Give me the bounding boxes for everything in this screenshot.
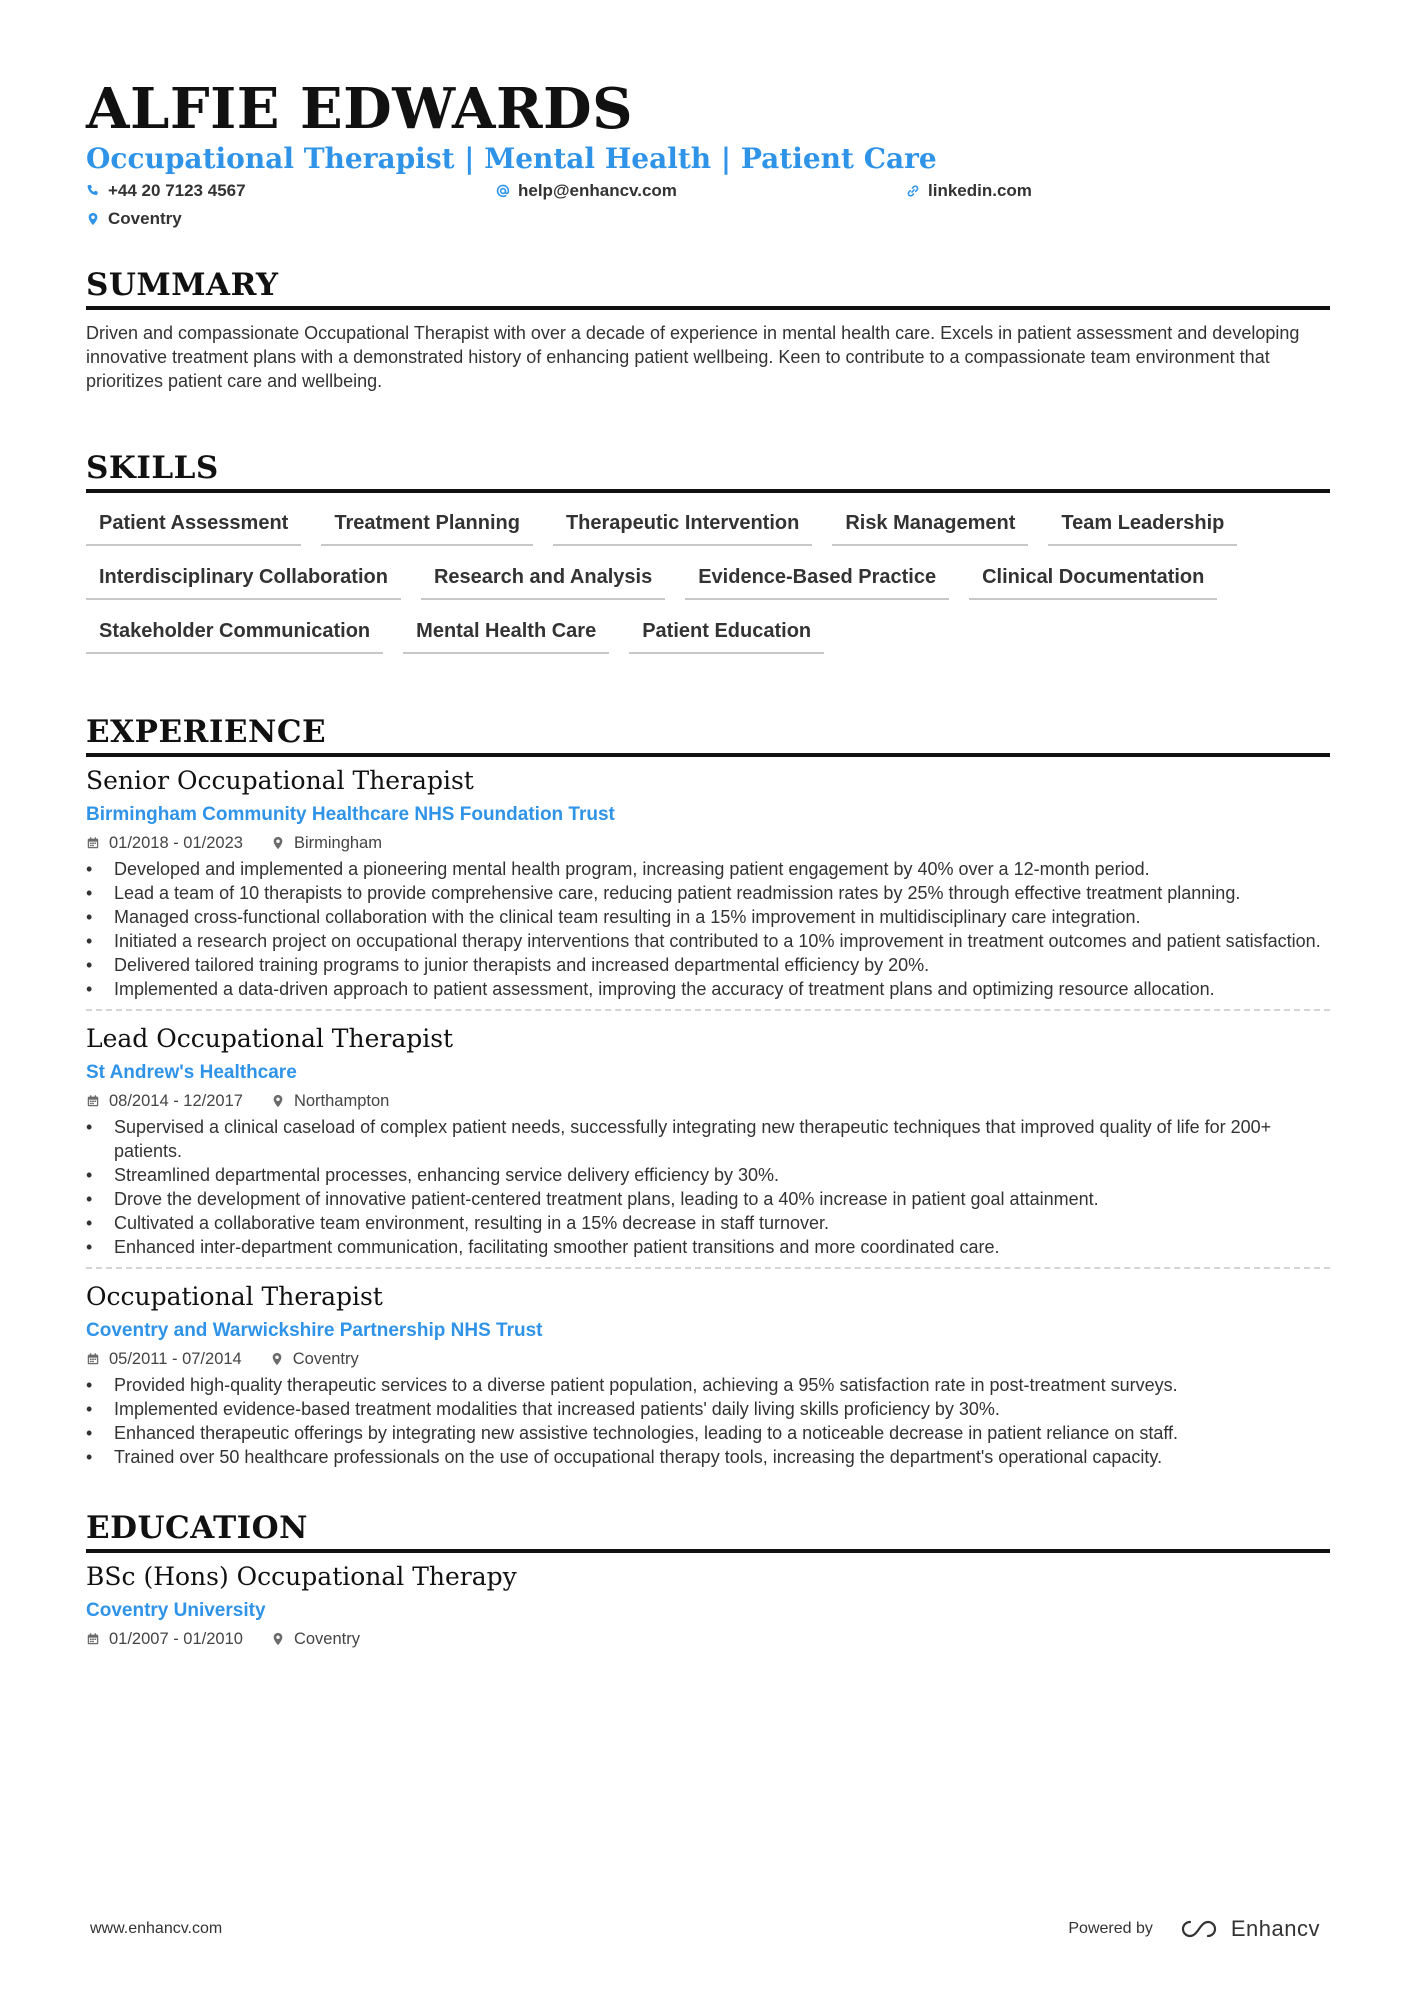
contact-location (86, 208, 496, 230)
bullet-item: • Initiated a research project on occupational therapy interventions that contributed to a 10% improvement in treatment outcomes and patient satisfaction. (86, 929, 1330, 953)
skill-tag: Treatment Planning (321, 507, 533, 546)
page-footer (90, 1916, 1320, 1942)
bullet-item: • Streamlined departmental processes, enhancing service delivery efficiency by 30%. (86, 1163, 1330, 1187)
job-entry (86, 757, 1330, 1011)
location-pin-icon (271, 1632, 285, 1646)
skill-tag: Stakeholder Communication (86, 615, 383, 654)
powered-by (1068, 1916, 1320, 1942)
job-dates: 05/2011 - 07/2014 (109, 1350, 242, 1368)
footer-url[interactable]: www.enhancv.com (90, 1920, 223, 1937)
calendar-icon (86, 836, 100, 850)
brand-logo[interactable] (1179, 1916, 1320, 1942)
location-pin-icon (270, 1352, 284, 1366)
education-meta (86, 1629, 1330, 1649)
powered-by-label: Powered by (1068, 1920, 1153, 1937)
job-location (271, 1091, 389, 1111)
summary-title: SUMMARY (86, 267, 279, 303)
job-meta (86, 1091, 1330, 1111)
job-meta (86, 833, 1330, 853)
bullet-item: • Managed cross-functional collaboration with the clinical team resulting in a 15% improvement in multidisciplinary care integration. (86, 905, 1330, 929)
job-dates: 01/2018 - 01/2023 (109, 834, 243, 852)
link-icon (906, 184, 920, 198)
location-pin-icon (271, 836, 285, 850)
skill-tag: Interdisciplinary Collaboration (86, 561, 401, 600)
skill-tag: Evidence-Based Practice (685, 561, 949, 600)
school-name: Coventry University (86, 1600, 266, 1621)
experience-title: EXPERIENCE (86, 714, 327, 750)
bullet-item: • Lead a team of 10 therapists to provide comprehensive care, reducing patient readmission rates by 25% through effective treatment planning. (86, 881, 1330, 905)
bullet-item: • Provided high-quality therapeutic services to a diverse patient population, achieving a 95% satisfaction rate in post-treatment surveys. (86, 1373, 1330, 1397)
job-bullets (86, 857, 1330, 1001)
job-title: Occupational Therapist (86, 1282, 383, 1311)
calendar-icon (86, 1632, 100, 1646)
contact-phone[interactable] (86, 180, 496, 202)
bullet-item: • Delivered tailored training programs to junior therapists and increased departmental efficiency by 20%. (86, 953, 1330, 977)
skill-tag: Research and Analysis (421, 561, 665, 600)
job-location (270, 1349, 359, 1369)
candidate-headline: Occupational Therapist | Mental Health | Patient Care (86, 142, 937, 175)
resume-content (86, 78, 1330, 1649)
job-location (271, 833, 382, 853)
bullet-item: • Trained over 50 healthcare professionals on the use of occupational therapy tools, increasing the department's operational capacity. (86, 1445, 1330, 1469)
bullet-item: • Enhanced inter-department communication, facilitating smoother patient transitions and more coordinated care. (86, 1235, 1330, 1259)
degree-title: BSc (Hons) Occupational Therapy (86, 1562, 517, 1591)
education-title: EDUCATION (86, 1510, 308, 1546)
experience-section (86, 713, 1330, 1469)
skill-tag: Risk Management (832, 507, 1028, 546)
section-divider (86, 489, 1330, 493)
section-divider (86, 306, 1330, 310)
education-entry (86, 1553, 1330, 1649)
skill-tag: Patient Assessment (86, 507, 301, 546)
job-dates: 08/2014 - 12/2017 (109, 1092, 243, 1110)
skills-section (86, 449, 1330, 669)
skill-tag: Patient Education (629, 615, 824, 654)
education-location-text: Coventry (293, 1630, 360, 1648)
job-location-text: Birmingham (293, 834, 382, 852)
summary-section (86, 266, 1330, 393)
skill-list (86, 507, 1346, 669)
job-meta (86, 1349, 1330, 1369)
email-text: help@enhancv.com (518, 181, 677, 200)
education-dates: 01/2007 - 01/2010 (109, 1630, 243, 1648)
job-bullets (86, 1115, 1330, 1259)
brand-name: Enhancv (1230, 1916, 1320, 1941)
bullet-item: • Enhanced therapeutic offerings by integrating new assistive technologies, leading to a noticeable decrease in patient reliance on staff. (86, 1421, 1330, 1445)
job-divider (86, 1267, 1330, 1269)
job-location-text: Coventry (292, 1350, 359, 1368)
education-section (86, 1509, 1330, 1649)
phone-text: +44 20 7123 4567 (108, 181, 246, 200)
contact-linkedin[interactable] (906, 180, 1316, 202)
bullet-item: • Implemented evidence-based treatment modalities that increased patients' daily living skills proficiency by 30%. (86, 1397, 1330, 1421)
skill-tag: Team Leadership (1048, 507, 1237, 546)
enhancv-logo-icon (1179, 1918, 1223, 1940)
job-title: Senior Occupational Therapist (86, 766, 474, 795)
job-bullets (86, 1373, 1330, 1469)
skill-tag: Therapeutic Intervention (553, 507, 812, 546)
company-name: Birmingham Community Healthcare NHS Foundation Trust (86, 804, 615, 825)
bullet-item: • Drove the development of innovative patient-centered treatment plans, leading to a 40% increase in patient goal attainment. (86, 1187, 1330, 1211)
company-name: Coventry and Warwickshire Partnership NHS Trust (86, 1320, 543, 1341)
contact-info (86, 180, 1330, 230)
job-entry (86, 1273, 1330, 1469)
phone-icon (86, 184, 100, 198)
job-entry (86, 1015, 1330, 1269)
skill-tag: Clinical Documentation (969, 561, 1217, 600)
bullet-item: • Cultivated a collaborative team environment, resulting in a 15% decrease in staff turnover. (86, 1211, 1330, 1235)
linkedin-text: linkedin.com (928, 181, 1032, 200)
at-sign-icon (496, 184, 510, 198)
calendar-icon (86, 1352, 100, 1366)
education-location (271, 1629, 360, 1649)
skill-tag: Mental Health Care (403, 615, 609, 654)
job-location-text: Northampton (293, 1092, 390, 1110)
location-text: Coventry (108, 209, 182, 228)
summary-text: Driven and compassionate Occupational Therapist with over a decade of experience in mental health care. Excels in patient assessment and developing innovative treatment plans with a demonstrated history of enhancing patient wellbeing. Keen to contribute to a compassionate team environment that prioritizes patient care and wellbeing. (86, 323, 1300, 391)
location-pin-icon (271, 1094, 285, 1108)
bullet-item: • Supervised a clinical caseload of complex patient needs, successfully integrating new therapeutic techniques that improved quality of life for 200+ patients. (86, 1115, 1330, 1163)
job-divider (86, 1009, 1330, 1011)
skills-title: SKILLS (86, 450, 219, 486)
location-pin-icon (86, 212, 100, 226)
calendar-icon (86, 1094, 100, 1108)
candidate-name: ALFIE EDWARDS (86, 76, 634, 142)
contact-email[interactable] (496, 180, 906, 202)
job-title: Lead Occupational Therapist (86, 1024, 454, 1053)
bullet-item: • Implemented a data-driven approach to patient assessment, improving the accuracy of treatment plans and optimizing resource allocation. (86, 977, 1330, 1001)
bullet-item: • Developed and implemented a pioneering mental health program, increasing patient engagement by 40% over a 12-month period. (86, 857, 1330, 881)
company-name: St Andrew's Healthcare (86, 1062, 297, 1083)
